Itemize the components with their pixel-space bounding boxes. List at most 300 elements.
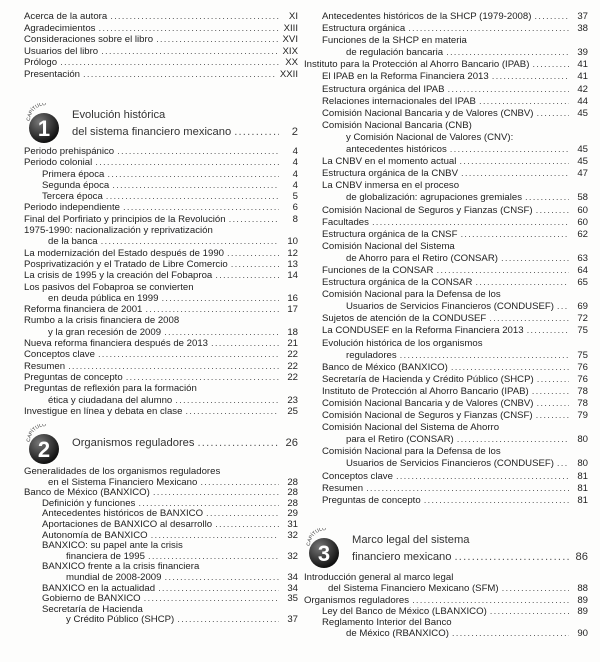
- toc-entry[interactable]: [24, 541, 298, 562]
- page-number: 89: [577, 594, 588, 606]
- toc-entry-text: Usuarios de Servicios Financieros (CONDUSEF): [346, 458, 554, 470]
- page-number: 4: [292, 179, 298, 191]
- page-number: 31: [287, 518, 298, 530]
- toc-entry-text: Resumen: [24, 360, 66, 372]
- toc-entry-line: [42, 180, 298, 191]
- page-number: XIX: [282, 45, 298, 57]
- chapter-1-entries: [24, 146, 298, 417]
- toc-entry-text: Gobierno de BANXICO: [42, 593, 141, 605]
- dot-leader: [534, 11, 569, 23]
- chapter-badge-icon: [24, 424, 66, 466]
- dot-leader: [229, 214, 279, 225]
- dot-leader: [455, 551, 570, 563]
- toc-entry-line: [24, 11, 298, 23]
- toc-entry[interactable]: [304, 362, 588, 374]
- toc-entry-text: Antecedentes históricos de BANXICO: [42, 508, 204, 520]
- dot-leader: [95, 157, 279, 168]
- page-number: 76: [577, 361, 588, 373]
- toc-entry-line: [24, 282, 298, 293]
- toc-entry[interactable]: [304, 180, 588, 204]
- toc-entry[interactable]: [304, 606, 588, 617]
- toc-entry[interactable]: [24, 46, 298, 58]
- toc-entry-line: [24, 338, 298, 349]
- page-number: 10: [287, 236, 298, 248]
- dot-leader: [527, 325, 569, 337]
- page-number: 28: [287, 497, 298, 509]
- toc-entry-text: Antecedentes históricos de la SHCP (1979-2008): [322, 11, 532, 22]
- toc-entry-line: [322, 301, 588, 313]
- page-number: 18: [287, 326, 298, 338]
- page-number: 2: [291, 126, 298, 138]
- toc-entry-line: [322, 277, 588, 289]
- toc-entry-line: [24, 259, 298, 270]
- chapter-1-header: [24, 103, 298, 145]
- chapter-label-text: CAPÍTULO: [305, 528, 327, 547]
- dot-leader: [532, 386, 569, 398]
- toc-entry[interactable]: [304, 120, 588, 156]
- dot-leader: [412, 595, 569, 606]
- toc-entry[interactable]: [304, 35, 588, 59]
- toc-entry[interactable]: [304, 398, 588, 410]
- toc-entry-line: [322, 205, 588, 217]
- page-number: 75: [577, 349, 588, 361]
- toc-entry-line: [42, 169, 298, 180]
- toc-entry-text: Secretaría de Hacienda y Crédito Público (SHCP): [322, 373, 534, 385]
- toc-entry-text: BANXICO: su papel ante la crisis: [42, 540, 183, 552]
- toc-entry[interactable]: [24, 191, 298, 202]
- toc-entry-line: [322, 386, 588, 398]
- chapter-badge-icon: [304, 528, 346, 570]
- toc-entry-line: [24, 372, 298, 383]
- dot-leader: [68, 361, 279, 372]
- page-number: 34: [287, 571, 298, 583]
- toc-entry-text: en deuda pública en 1999: [48, 292, 159, 304]
- toc-entry-line: [322, 241, 588, 253]
- toc-entry[interactable]: [24, 605, 298, 626]
- toc-entry-text: en el Sistema Financiero Mexicano: [48, 476, 198, 488]
- toc-entry-line: [24, 383, 298, 394]
- dot-leader: [537, 374, 569, 386]
- toc-entry[interactable]: [304, 71, 588, 83]
- dot-leader: [175, 395, 279, 406]
- page-number: 6: [292, 202, 298, 214]
- page-number: 79: [577, 410, 588, 422]
- chapter-title[interactable]: [72, 109, 298, 143]
- toc-entry[interactable]: [304, 229, 588, 241]
- toc-entry-text: Periodo independiente: [24, 202, 121, 214]
- toc-entry-text: de globalización: agrupaciones gremiales: [346, 192, 522, 204]
- toc-entry-text: Funciones de la SHCP en materia: [322, 35, 467, 47]
- page-number: 14: [287, 270, 298, 282]
- toc-entry[interactable]: [24, 338, 298, 349]
- toc-entry[interactable]: [24, 383, 298, 406]
- toc-entry[interactable]: [304, 483, 588, 495]
- page-number: 22: [287, 360, 298, 372]
- dot-leader: [400, 350, 569, 362]
- toc-entry[interactable]: [24, 562, 298, 583]
- toc-entry-line: [322, 338, 588, 350]
- dot-leader: [98, 349, 279, 360]
- toc-entry-text: Comisión Nacional del Sistema: [322, 240, 455, 252]
- dot-leader: [479, 96, 569, 108]
- dot-leader: [450, 144, 569, 156]
- page-number: 41: [577, 59, 588, 71]
- toc-entry[interactable]: [24, 169, 298, 180]
- dot-leader: [532, 59, 569, 71]
- toc-entry-text: Instituto de Protección al Ahorro Bancario (IPAB): [322, 385, 529, 397]
- toc-entry-line: [322, 446, 588, 458]
- toc-entry-text: Comisión Nacional Bancaria (CNB): [322, 119, 472, 131]
- toc-entry-text: Usuarios de Servicios Financieros (CONDUSEF): [346, 301, 554, 313]
- dot-leader: [145, 304, 279, 315]
- toc-entry[interactable]: [24, 315, 298, 338]
- page-number: 42: [577, 83, 588, 95]
- toc-entry[interactable]: [304, 96, 588, 108]
- toc-entry-line: [322, 362, 588, 374]
- toc-entry[interactable]: [304, 108, 588, 120]
- toc-entry[interactable]: [304, 471, 588, 483]
- chapter-label-text: CAPÍTULO: [25, 424, 47, 443]
- toc-entry-line: [322, 168, 588, 180]
- toc-entry[interactable]: [24, 248, 298, 259]
- dot-leader: [60, 57, 279, 69]
- toc-entry-text: Tercera época: [42, 191, 103, 203]
- toc-entry[interactable]: [304, 84, 588, 96]
- toc-entry[interactable]: [304, 338, 588, 362]
- toc-entry-text: Final del Porfiriato y principios de la Revolución: [24, 213, 226, 225]
- toc-entry[interactable]: [304, 422, 588, 446]
- toc-entry-text: Comisión Nacional del Sistema de Ahorro: [322, 422, 500, 434]
- dot-leader: [460, 229, 569, 241]
- dot-leader: [489, 313, 569, 325]
- toc-entry[interactable]: [24, 270, 298, 281]
- toc-entry-text: Posprivatización y el Tratado de Libre Comercio: [24, 258, 228, 270]
- toc-entry-line: [24, 69, 298, 81]
- toc-entry-line: [322, 434, 588, 446]
- page-number: 65: [577, 277, 588, 289]
- page-number: 69: [577, 301, 588, 313]
- toc-entry-line: [322, 229, 588, 241]
- toc-entry-line: [322, 374, 588, 386]
- toc-entry-text: Estructura orgánica de la CONSAR: [322, 277, 473, 289]
- dot-leader: [446, 47, 569, 59]
- toc-entry-line: [322, 217, 588, 229]
- toc-entry[interactable]: [24, 406, 298, 417]
- toc-entry-text: La modernización del Estado después de 1990: [24, 247, 225, 259]
- toc-entry-line: [322, 350, 588, 362]
- toc-entry[interactable]: [24, 34, 298, 46]
- toc-entry-text: Comisión Nacional Bancaria y de Valores (CNBV): [322, 107, 534, 119]
- toc-entry-line: [322, 313, 588, 325]
- toc-entry-line: [322, 47, 588, 59]
- dot-leader: [424, 495, 569, 507]
- dot-leader: [126, 372, 279, 383]
- page-number: 45: [577, 156, 588, 168]
- toc-entry-line: [322, 398, 588, 410]
- toc-entry[interactable]: [304, 386, 588, 398]
- page-number: 80: [577, 434, 588, 446]
- page-number: 45: [577, 107, 588, 119]
- toc-entry-line: [24, 293, 298, 304]
- toc-entry-line: [322, 471, 588, 483]
- dot-leader: [408, 23, 569, 35]
- toc-entry-text: Estructura orgánica: [322, 23, 406, 35]
- front-matter-list: [24, 11, 298, 81]
- chapter-title-line: [72, 109, 298, 126]
- toc-entry-text: Estructura orgánica del IPAB: [322, 83, 445, 95]
- page-number: 75: [577, 325, 588, 337]
- chapter-number: 1: [37, 116, 51, 141]
- toc-entry-line: [24, 327, 298, 338]
- toc-entry-line: [24, 467, 298, 478]
- page-number: 60: [577, 204, 588, 216]
- toc-entry-text: Consideraciones sobre el libro: [24, 34, 154, 46]
- toc-entry-line: [322, 180, 588, 192]
- chapter-title-text: Marco legal del sistema: [352, 534, 470, 546]
- dot-leader: [112, 180, 279, 191]
- toc-entry[interactable]: [24, 225, 298, 248]
- toc-entry-text: Investigue en línea y debata en clase: [24, 405, 183, 417]
- toc-entry-line: [322, 483, 588, 495]
- toc-entry-text: para el Retiro (CONSAR): [346, 434, 454, 446]
- page-number: 90: [577, 628, 588, 640]
- chapter-title[interactable]: [352, 534, 588, 568]
- toc-entry-text: Introducción general al marco legal: [304, 572, 454, 583]
- toc-entry[interactable]: [24, 467, 298, 488]
- page-number: 41: [577, 71, 588, 83]
- dot-leader: [185, 406, 279, 417]
- toc-entry-line: [322, 289, 588, 301]
- toc-entry-line: [24, 34, 298, 46]
- toc-entry[interactable]: [304, 325, 588, 337]
- page-number: 38: [577, 23, 588, 35]
- toc-entry[interactable]: [304, 59, 588, 71]
- toc-entry[interactable]: [304, 495, 588, 507]
- toc-entry[interactable]: [304, 11, 588, 23]
- toc-entry[interactable]: [304, 617, 588, 640]
- toc-entry-text: Acerca de la autora: [24, 11, 108, 22]
- dot-leader: [452, 628, 569, 639]
- toc-entry-text: Comisión Nacional de Seguros y Fianzas (CNSF): [322, 204, 533, 216]
- toc-entry-text: Aportaciones de BANXICO al desarrollo: [42, 518, 213, 530]
- page-number: 26: [285, 437, 298, 449]
- dot-leader: [123, 202, 279, 213]
- dot-leader: [98, 23, 279, 35]
- page-number: 89: [577, 605, 588, 617]
- toc-entry-line: [24, 57, 298, 69]
- toc-entry-text: Instituto para la Protección al Ahorro Bancario (IPAB): [304, 59, 530, 71]
- toc-entry-line: [322, 156, 588, 168]
- chapter-title-line: [352, 534, 588, 551]
- toc-entry-line: [24, 270, 298, 281]
- toc-entry[interactable]: [24, 146, 298, 157]
- toc-entry-line: [42, 191, 298, 202]
- toc-entry[interactable]: [304, 374, 588, 386]
- toc-entry[interactable]: [24, 23, 298, 35]
- toc-entry[interactable]: [24, 214, 298, 225]
- toc-entry[interactable]: [24, 520, 298, 531]
- dot-leader: [557, 301, 569, 313]
- toc-entry[interactable]: [304, 410, 588, 422]
- toc-entry-line: [24, 146, 298, 157]
- toc-entry[interactable]: [304, 313, 588, 325]
- toc-entry-line: [322, 96, 588, 108]
- toc-entry[interactable]: [304, 217, 588, 229]
- toc-entry-text: Periodo colonial: [24, 157, 93, 169]
- dot-leader: [536, 205, 569, 217]
- toc-entry[interactable]: [24, 372, 298, 383]
- toc-entry[interactable]: [24, 180, 298, 191]
- page-number: 21: [287, 338, 298, 350]
- toc-entry[interactable]: [24, 282, 298, 305]
- toc-entry[interactable]: [304, 595, 588, 606]
- toc-entry-text: La CNBV en el momento actual: [322, 156, 457, 168]
- toc-entry[interactable]: [304, 265, 588, 277]
- toc-entry-line: [322, 410, 588, 422]
- page-number: 72: [577, 313, 588, 325]
- toc-entry-text: Conceptos clave: [24, 349, 95, 361]
- toc-entry-line: [304, 59, 588, 71]
- chapter-2-entries: [24, 467, 298, 626]
- page-number: 81: [577, 482, 588, 494]
- toc-entry-line: [304, 583, 588, 594]
- toc-entry-line: [322, 84, 588, 96]
- toc-entry[interactable]: [24, 304, 298, 315]
- chapter-title-text: financiero mexicano: [352, 551, 452, 563]
- chapter-number: 2: [37, 437, 51, 462]
- page-number: 88: [577, 583, 588, 595]
- toc-entry-text: Comisión Nacional de Seguros y Fianzas (CNSF): [322, 410, 533, 422]
- toc-entry-line: [322, 35, 588, 47]
- toc-entry[interactable]: [304, 277, 588, 289]
- toc-entry-text: financiera de 1995: [66, 550, 145, 562]
- toc-entry[interactable]: [304, 241, 588, 265]
- page-number: 58: [577, 192, 588, 204]
- page-number: 47: [577, 168, 588, 180]
- dot-leader: [436, 265, 569, 277]
- page-number: 86: [575, 551, 588, 563]
- page-number: 8: [292, 213, 298, 225]
- toc-entry[interactable]: [304, 572, 588, 595]
- page-number: 4: [292, 157, 298, 169]
- page-number: XX: [285, 57, 298, 69]
- page-number: 78: [577, 398, 588, 409]
- chapter-2-header: [24, 424, 298, 466]
- toc-entry[interactable]: [24, 11, 298, 23]
- page-number: 32: [287, 529, 298, 541]
- toc-entry[interactable]: [24, 57, 298, 69]
- toc-entry[interactable]: [304, 168, 588, 180]
- dot-leader: [537, 398, 569, 410]
- toc-entry-text: La CNBV inmersa en el proceso: [322, 180, 460, 192]
- toc-entry-text: Relaciones internacionales del IPAB: [322, 95, 476, 107]
- toc-entry-line: [322, 495, 588, 507]
- dot-leader: [227, 248, 279, 259]
- toc-entry-text: Resumen: [322, 482, 364, 494]
- toc-entry[interactable]: [304, 205, 588, 217]
- toc-entry[interactable]: [24, 349, 298, 360]
- toc-entry-text: Comisión Nacional Bancaria y de Valores (CNBV): [322, 398, 534, 409]
- toc-entry-text: Banco de México (BANXICO): [322, 361, 448, 373]
- toc-entry-text: Preguntas de reflexión para la formación: [24, 383, 197, 395]
- toc-entry-line: [24, 236, 298, 247]
- dot-leader: [536, 410, 569, 422]
- toc-entry-text: Funciones de la CONSAR: [322, 264, 434, 276]
- toc-entry[interactable]: [304, 289, 588, 313]
- toc-entry-text: Secretaría de Hacienda: [42, 603, 143, 615]
- toc-entry-line: [24, 304, 298, 315]
- toc-entry[interactable]: [24, 259, 298, 270]
- page-number: 12: [287, 247, 298, 259]
- toc-entry-line: [24, 23, 298, 35]
- toc-entry[interactable]: [304, 156, 588, 168]
- page-number: 81: [577, 470, 588, 482]
- toc-entry-line: [24, 349, 298, 360]
- page-number: 62: [577, 228, 588, 240]
- page-number: 22: [287, 349, 298, 361]
- toc-entry[interactable]: [304, 446, 588, 470]
- toc-entry[interactable]: [24, 361, 298, 372]
- dot-leader: [101, 236, 279, 247]
- toc-entry-text: Estructura orgánica de la CNSF: [322, 228, 458, 240]
- chapter-3-header: [304, 528, 588, 570]
- chapter-title[interactable]: [72, 437, 298, 454]
- toc-entry-line: [24, 395, 298, 406]
- toc-entry-text: Ley del Banco de México (LBANXICO): [322, 605, 487, 617]
- page-number: 37: [287, 614, 298, 626]
- dot-leader: [490, 606, 569, 617]
- dot-leader: [215, 520, 279, 531]
- page-number: 45: [577, 144, 588, 156]
- toc-entry[interactable]: [24, 157, 298, 168]
- dot-leader: [158, 584, 279, 595]
- toc-entry-line: [322, 628, 588, 639]
- toc-entry-line: [304, 595, 588, 606]
- toc-entry-text: Banco de México (BANXICO): [24, 487, 150, 499]
- page-number: 80: [577, 458, 588, 470]
- page-number: 81: [577, 494, 588, 506]
- dot-leader: [200, 478, 279, 489]
- toc-entry-line: [322, 132, 588, 144]
- toc-entry-line: [322, 71, 588, 83]
- toc-entry-text: Agradecimientos: [24, 22, 96, 34]
- toc-entry-text: Nueva reforma financiera después de 2013: [24, 338, 208, 350]
- toc-entry-text: antecedentes históricos: [346, 144, 447, 156]
- toc-entry-text: El IPAB en la Reforma Financiera 2013: [322, 71, 489, 83]
- chapter-title-line: [72, 126, 298, 143]
- toc-entry-line: [24, 248, 298, 259]
- toc-entry[interactable]: [24, 69, 298, 81]
- toc-entry-text: BANXICO frente a la crisis financiera: [42, 561, 200, 573]
- page-number: 35: [287, 593, 298, 605]
- toc-entry-line: [24, 46, 298, 58]
- toc-entry-line: [322, 422, 588, 434]
- chapter-label-text: CAPÍTULO: [25, 103, 47, 122]
- page-number: 32: [287, 550, 298, 562]
- toc-entry-line: [24, 202, 298, 213]
- toc-entry-line: [42, 520, 298, 531]
- toc-entry-text: Prólogo: [24, 57, 58, 69]
- dot-leader: [153, 488, 279, 499]
- toc-entry-text: y la gran recesión de 2009: [48, 326, 162, 338]
- toc-entry-line: [322, 265, 588, 277]
- toc-entry-line: [24, 361, 298, 372]
- toc-entry[interactable]: [24, 202, 298, 213]
- page-number: 16: [287, 292, 298, 304]
- page-number: 17: [287, 304, 298, 316]
- chapter-3-entries: [304, 572, 588, 640]
- toc-entry[interactable]: [304, 23, 588, 35]
